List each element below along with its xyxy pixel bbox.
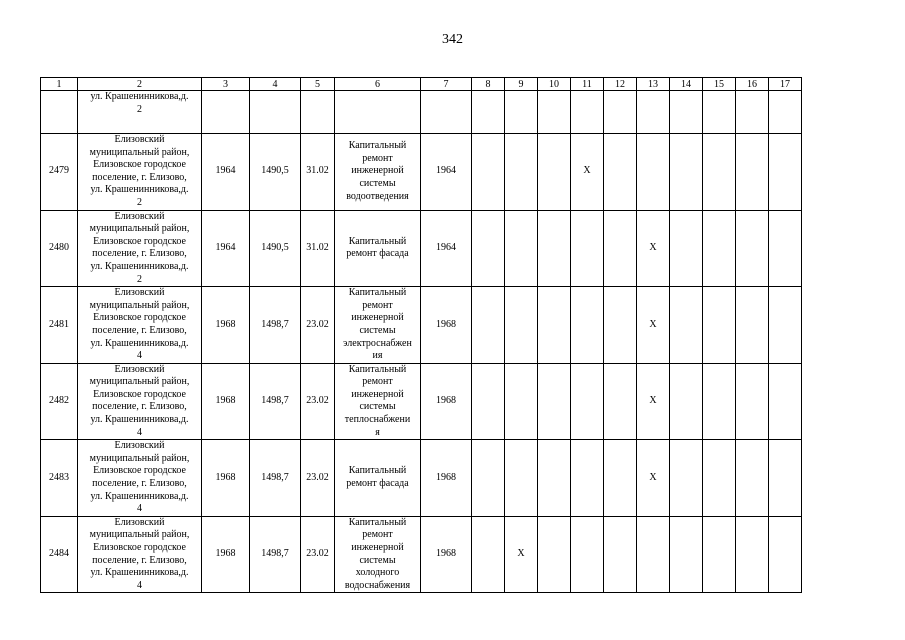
column-number: 2 — [78, 78, 202, 91]
table-row — [41, 287, 802, 364]
mark-cell — [670, 440, 703, 517]
year-cell: 1968 — [202, 287, 250, 364]
work-type-cell: Капитальный ремонт инженерной системы водоотведения — [335, 134, 421, 211]
code-cell: 31.02 — [301, 210, 335, 287]
mark-cell — [538, 440, 571, 517]
mark-cell — [769, 363, 802, 440]
work-type-cell: Капитальный ремонт инженерной системы электроснабжен ия — [335, 287, 421, 364]
mark-cell — [472, 287, 505, 364]
mark-cell: Х — [637, 440, 670, 517]
mark-cell — [571, 210, 604, 287]
work-type-cell: Капитальный ремонт инженерной системы теплоснабжени я — [335, 363, 421, 440]
table-row — [41, 516, 802, 593]
continuation-row — [41, 91, 802, 134]
empty-cell — [736, 91, 769, 134]
mark-cell — [736, 516, 769, 593]
mark-cell — [769, 440, 802, 517]
address-cell: Елизовский муниципальный район, Елизовское городское поселение, г. Елизово, ул. Крашенинникова,д. 2 — [78, 134, 202, 211]
empty-cell — [335, 91, 421, 134]
empty-cell — [421, 91, 472, 134]
row-number-cell: 2481 — [41, 287, 78, 364]
empty-cell — [703, 91, 736, 134]
mark-cell — [736, 363, 769, 440]
mark-cell — [604, 134, 637, 211]
mark-cell — [604, 363, 637, 440]
column-number: 14 — [670, 78, 703, 91]
empty-cell — [604, 91, 637, 134]
mark-cell — [703, 134, 736, 211]
column-number: 13 — [637, 78, 670, 91]
mark-cell — [505, 287, 538, 364]
mark-cell: Х — [571, 134, 604, 211]
code-cell: 23.02 — [301, 440, 335, 517]
column-number: 3 — [202, 78, 250, 91]
year-cell: 1968 — [202, 440, 250, 517]
mark-cell — [637, 516, 670, 593]
address-cell: ул. Крашенинникова,д. 2 — [78, 91, 202, 134]
empty-cell — [505, 91, 538, 134]
code-cell: 23.02 — [301, 287, 335, 364]
code-cell: 23.02 — [301, 516, 335, 593]
mark-cell — [472, 516, 505, 593]
mark-cell: Х — [637, 363, 670, 440]
data-rows — [41, 134, 802, 593]
mark-cell — [736, 134, 769, 211]
table-row — [41, 210, 802, 287]
mark-cell — [505, 363, 538, 440]
mark-cell: Х — [637, 287, 670, 364]
mark-cell — [670, 363, 703, 440]
mark-cell: Х — [505, 516, 538, 593]
mark-cell — [571, 516, 604, 593]
mark-cell — [703, 516, 736, 593]
planned-year-cell: 1964 — [421, 210, 472, 287]
mark-cell — [604, 287, 637, 364]
mark-cell — [670, 287, 703, 364]
mark-cell — [670, 516, 703, 593]
mark-cell — [670, 210, 703, 287]
column-number: 5 — [301, 78, 335, 91]
table-row — [41, 363, 802, 440]
mark-cell — [472, 210, 505, 287]
empty-cell — [538, 91, 571, 134]
mark-cell — [604, 516, 637, 593]
mark-cell — [538, 363, 571, 440]
mark-cell — [538, 287, 571, 364]
empty-cell — [301, 91, 335, 134]
column-number: 11 — [571, 78, 604, 91]
column-number: 17 — [769, 78, 802, 91]
planned-year-cell: 1964 — [421, 134, 472, 211]
column-number-row — [41, 78, 802, 91]
work-type-cell: Капитальный ремонт фасада — [335, 210, 421, 287]
empty-cell — [250, 91, 301, 134]
empty-cell — [41, 91, 78, 134]
mark-cell — [538, 210, 571, 287]
mark-cell — [505, 134, 538, 211]
address-cell: Елизовский муниципальный район, Елизовское городское поселение, г. Елизово, ул. Крашенинникова,д. 2 — [78, 210, 202, 287]
mark-cell — [703, 363, 736, 440]
row-number-cell: 2483 — [41, 440, 78, 517]
mark-cell — [505, 210, 538, 287]
mark-cell — [571, 287, 604, 364]
empty-cell — [637, 91, 670, 134]
address-cell: Елизовский муниципальный район, Елизовское городское поселение, г. Елизово, ул. Крашенинникова,д. 4 — [78, 287, 202, 364]
mark-cell — [736, 440, 769, 517]
column-number: 6 — [335, 78, 421, 91]
row-number-cell: 2482 — [41, 363, 78, 440]
mark-cell — [604, 210, 637, 287]
column-number: 8 — [472, 78, 505, 91]
mark-cell — [472, 440, 505, 517]
table-row — [41, 134, 802, 211]
mark-cell — [538, 134, 571, 211]
code-cell: 23.02 — [301, 363, 335, 440]
mark-cell — [769, 210, 802, 287]
capital-repair-table — [40, 77, 802, 593]
mark-cell — [769, 134, 802, 211]
column-number: 10 — [538, 78, 571, 91]
table-row — [41, 440, 802, 517]
address-cell: Елизовский муниципальный район, Елизовское городское поселение, г. Елизово, ул. Крашенинникова,д. 4 — [78, 516, 202, 593]
code-cell: 31.02 — [301, 134, 335, 211]
mark-cell — [472, 363, 505, 440]
mark-cell — [505, 440, 538, 517]
empty-cell — [769, 91, 802, 134]
mark-cell — [571, 363, 604, 440]
planned-year-cell: 1968 — [421, 516, 472, 593]
column-number: 12 — [604, 78, 637, 91]
mark-cell — [703, 440, 736, 517]
empty-cell — [670, 91, 703, 134]
column-number: 15 — [703, 78, 736, 91]
empty-cell — [571, 91, 604, 134]
row-number-cell: 2479 — [41, 134, 78, 211]
year-cell: 1968 — [202, 516, 250, 593]
work-type-cell: Капитальный ремонт фасада — [335, 440, 421, 517]
area-cell: 1498,7 — [250, 287, 301, 364]
area-cell: 1498,7 — [250, 363, 301, 440]
row-number-cell: 2480 — [41, 210, 78, 287]
column-number: 7 — [421, 78, 472, 91]
mark-cell — [472, 134, 505, 211]
mark-cell — [604, 440, 637, 517]
mark-cell — [571, 440, 604, 517]
year-cell: 1968 — [202, 363, 250, 440]
address-cell: Елизовский муниципальный район, Елизовское городское поселение, г. Елизово, ул. Крашенинникова,д. 4 — [78, 363, 202, 440]
page-number: 342 — [442, 32, 463, 47]
planned-year-cell: 1968 — [421, 287, 472, 364]
column-number: 4 — [250, 78, 301, 91]
mark-cell — [769, 516, 802, 593]
row-number-cell: 2484 — [41, 516, 78, 593]
address-cell: Елизовский муниципальный район, Елизовское городское поселение, г. Елизово, ул. Крашенинникова,д. 4 — [78, 440, 202, 517]
mark-cell — [703, 210, 736, 287]
column-number: 1 — [41, 78, 78, 91]
empty-cell — [202, 91, 250, 134]
planned-year-cell: 1968 — [421, 363, 472, 440]
area-cell: 1490,5 — [250, 210, 301, 287]
mark-cell — [670, 134, 703, 211]
column-number: 16 — [736, 78, 769, 91]
area-cell: 1498,7 — [250, 440, 301, 517]
mark-cell — [538, 516, 571, 593]
year-cell: 1964 — [202, 210, 250, 287]
column-number: 9 — [505, 78, 538, 91]
mark-cell — [637, 134, 670, 211]
mark-cell — [703, 287, 736, 364]
work-type-cell: Капитальный ремонт инженерной системы холодного водоснабжения — [335, 516, 421, 593]
area-cell: 1490,5 — [250, 134, 301, 211]
mark-cell — [736, 210, 769, 287]
mark-cell — [769, 287, 802, 364]
year-cell: 1964 — [202, 134, 250, 211]
empty-cell — [472, 91, 505, 134]
area-cell: 1498,7 — [250, 516, 301, 593]
mark-cell — [736, 287, 769, 364]
mark-cell: Х — [637, 210, 670, 287]
planned-year-cell: 1968 — [421, 440, 472, 517]
